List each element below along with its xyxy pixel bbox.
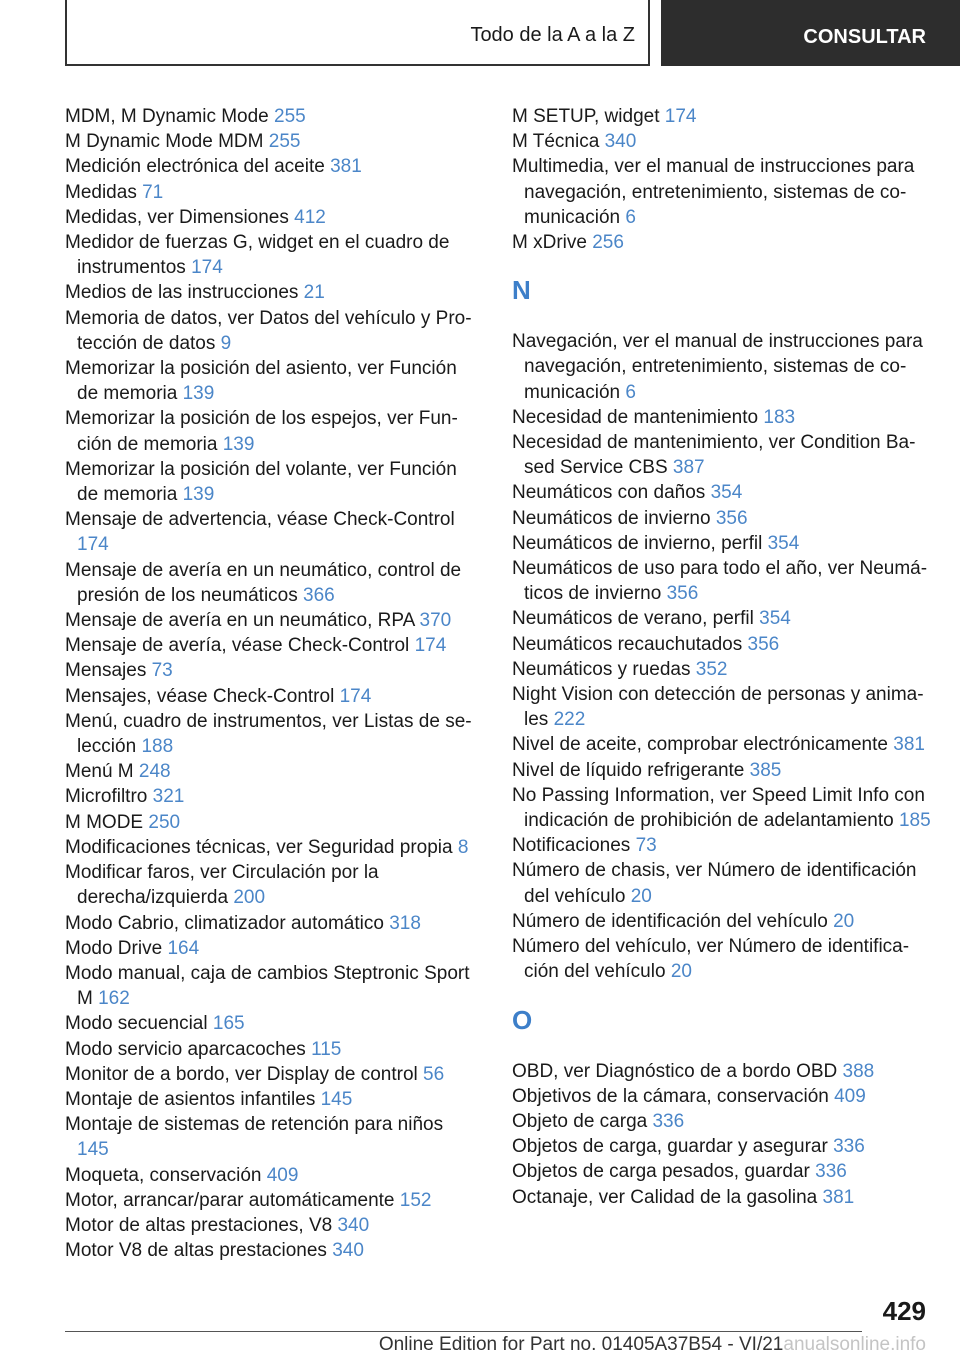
- index-entry-text: Necesidad de mantenimiento: [512, 406, 759, 428]
- index-entry-text: Medidas: [65, 181, 137, 203]
- index-entry-text: Octanaje, ver Calidad de la gasolina: [512, 1186, 818, 1208]
- index-entry: [512, 329, 932, 405]
- index-entry: [65, 633, 475, 658]
- index-entry: [512, 154, 932, 230]
- letter-heading-o: O: [512, 1004, 533, 1035]
- index-entry: [512, 480, 932, 505]
- letter-heading-n: N: [512, 275, 531, 306]
- index-entry-text: Mensajes: [65, 660, 147, 682]
- index-entry: [512, 682, 932, 732]
- index-entry: [512, 1159, 932, 1184]
- index-entry: [65, 936, 475, 961]
- page-reference-link[interactable]: 340: [604, 131, 637, 153]
- page-reference-link[interactable]: 139: [182, 484, 215, 506]
- index-entry: [65, 1188, 475, 1213]
- index-entry: [512, 1084, 932, 1109]
- index-entry-text: Neumáticos con daños: [512, 482, 706, 504]
- page-reference-link[interactable]: 174: [191, 257, 223, 279]
- index-entry: [512, 1109, 932, 1134]
- index-entry: [65, 230, 475, 280]
- index-entry: [65, 406, 475, 456]
- footer-divider: [65, 1331, 862, 1332]
- index-entry: [65, 1238, 475, 1263]
- index-entry: [65, 810, 475, 835]
- index-entry-text: Modo manual, caja de cambios Steptronic Sport M: [65, 962, 470, 1010]
- page-reference-link[interactable]: 366: [303, 584, 335, 606]
- index-entry: [512, 732, 932, 757]
- index-entry-text: Medidor de fuerzas G, widget en el cuadro de instrumentos: [65, 232, 450, 279]
- page-reference-link[interactable]: 387: [672, 457, 705, 479]
- index-entry: [65, 180, 475, 205]
- index-entry-text: Microfiltro: [65, 786, 148, 808]
- page-reference-link[interactable]: 255: [274, 106, 306, 127]
- page-reference-link[interactable]: 412: [294, 206, 326, 228]
- index-entry-text: Navegación, ver el manual de instrucciones para navegación, entretenimiento, sistemas de comunicación: [512, 331, 923, 403]
- index-entry-text: Montaje de asientos infantiles: [65, 1088, 316, 1110]
- index-entry-text: M Técnica: [512, 131, 600, 153]
- index-entry: [512, 129, 932, 154]
- index-entry: [65, 835, 475, 860]
- page-reference-link[interactable]: 354: [767, 532, 800, 554]
- index-entry: [65, 658, 475, 683]
- index-entry: [512, 104, 932, 129]
- index-entry: [65, 684, 475, 709]
- index-entry-text: Memorizar la posición del asiento, ver Función de memoria: [65, 358, 457, 405]
- index-entry: [512, 1059, 932, 1084]
- index-entry-text: M SETUP, widget: [512, 106, 660, 127]
- index-entry-text: Memorizar la posición del volante, ver Función de memoria: [65, 458, 457, 506]
- index-entry: [65, 129, 475, 154]
- page-reference-link[interactable]: 162: [98, 988, 130, 1010]
- page-reference-link[interactable]: 256: [592, 232, 624, 254]
- consultar-tab-label: CONSULTAR: [803, 25, 926, 48]
- index-entry-text: Neumáticos recauchutados: [512, 633, 743, 655]
- page-reference-link[interactable]: 20: [670, 961, 692, 983]
- index-entry-text: Medidas, ver Dimensiones: [65, 206, 289, 228]
- index-entry-text: Objetos de carga pesados, guardar: [512, 1161, 810, 1183]
- index-entry: [512, 783, 932, 833]
- header-border-middle: [648, 0, 650, 66]
- o-entries-list: [512, 1059, 932, 1210]
- index-entry-text: Medición electrónica del aceite: [65, 156, 325, 178]
- index-entry-text: Montaje de sistemas de retención para niños: [65, 1114, 444, 1136]
- index-entry-text: Objeto de carga: [512, 1110, 648, 1132]
- index-entry-text: Necesidad de mantenimiento, ver Condition Based Service CBS: [512, 432, 916, 479]
- index-entry-text: Modo secuencial: [65, 1013, 208, 1035]
- index-entry-text: No Passing Information, ver Speed Limit Info con indicación de prohibición de adelantamiento: [512, 784, 925, 832]
- index-entry: [512, 758, 932, 783]
- m-entries-list: [512, 104, 932, 255]
- index-entry-text: Objetivos de la cámara, conservación: [512, 1085, 829, 1107]
- index-entry: [512, 1185, 932, 1210]
- page-reference-link[interactable]: 336: [815, 1161, 847, 1183]
- index-entry-text: M MODE: [65, 811, 144, 833]
- index-entry-text: Night Vision con detección de personas y animales: [512, 684, 924, 731]
- index-entry-text: Moqueta, conservación: [65, 1164, 262, 1186]
- page-reference-link[interactable]: 409: [266, 1164, 299, 1186]
- index-entry: [65, 1112, 475, 1162]
- page-reference-link[interactable]: 409: [834, 1085, 866, 1107]
- page-reference-link[interactable]: 73: [151, 660, 173, 682]
- header-border-bottom: [65, 64, 650, 66]
- footer-edition: [0, 1334, 926, 1356]
- index-entry-text: Memorizar la posición de los espejos, ver Función de memoria: [65, 408, 458, 455]
- index-entry: [512, 405, 932, 430]
- index-entry: [512, 909, 932, 934]
- index-entry: [512, 858, 932, 908]
- index-entry: [65, 1062, 475, 1087]
- index-entry-text: Neumáticos de uso para todo el año, ver Neumáticos de invierno: [512, 558, 928, 605]
- page-reference-link[interactable]: 145: [77, 1139, 109, 1161]
- index-entry-text: Motor V8 de altas prestaciones: [65, 1240, 327, 1262]
- index-entry: [65, 961, 475, 1011]
- index-entry: [65, 860, 475, 910]
- index-entry-text: Modo Drive: [65, 937, 163, 959]
- page-reference-link[interactable]: 318: [389, 912, 421, 934]
- page-reference-link[interactable]: 250: [148, 811, 181, 833]
- index-entry-text: Nivel de líquido refrigerante: [512, 759, 745, 781]
- page-reference-link[interactable]: 9: [220, 332, 232, 354]
- index-entry-text: Neumáticos de verano, perfil: [512, 608, 754, 630]
- page-reference-link[interactable]: 336: [833, 1136, 865, 1158]
- index-entry-text: Notificaciones: [512, 835, 631, 857]
- index-entry-text: Menú M: [65, 761, 134, 783]
- index-entry-text: Número de chasis, ver Número de identificación del vehículo: [512, 860, 917, 907]
- index-entry-text: Memoria de datos, ver Datos del vehículo y Protección de datos: [65, 307, 472, 354]
- index-entry: [65, 104, 475, 129]
- index-entry: [512, 556, 932, 606]
- page-reference-link[interactable]: 354: [759, 608, 791, 630]
- index-entry: [512, 531, 932, 556]
- page-reference-link[interactable]: 183: [763, 406, 796, 428]
- index-entry: [512, 606, 932, 631]
- index-entry: [512, 632, 932, 657]
- index-entry: [65, 1037, 475, 1062]
- page-reference-link[interactable]: 56: [423, 1063, 445, 1085]
- page-reference-link[interactable]: 20: [630, 885, 652, 907]
- index-entry: [65, 1163, 475, 1188]
- page-reference-link[interactable]: 185: [898, 810, 931, 832]
- index-entry-text: Medios de las instrucciones: [65, 282, 299, 304]
- page-reference-link[interactable]: 115: [311, 1038, 342, 1060]
- page-reference-link[interactable]: 336: [652, 1110, 685, 1132]
- index-entry-text: Número del vehículo, ver Número de identificación del vehículo: [512, 936, 910, 983]
- index-entry: [512, 506, 932, 531]
- index-entry: [512, 934, 932, 984]
- footer-edition-text: Online Edition for Part no. 01405A37B54 - VI/21: [378, 1334, 784, 1355]
- index-entry: [65, 911, 475, 936]
- page-reference-link[interactable]: 152: [399, 1189, 432, 1211]
- n-entries-list: [512, 329, 932, 984]
- page-reference-link[interactable]: 164: [167, 937, 200, 959]
- page-reference-link[interactable]: 356: [666, 583, 699, 605]
- page-reference-link[interactable]: 174: [664, 106, 697, 127]
- index-entry: [512, 230, 932, 255]
- page-reference-link[interactable]: 6: [625, 206, 636, 228]
- page-reference-link[interactable]: 200: [233, 887, 266, 909]
- page-reference-link[interactable]: 174: [414, 635, 447, 657]
- index-entry: [512, 430, 932, 480]
- index-entry: [65, 154, 475, 179]
- page-number: 429: [882, 1296, 926, 1326]
- index-entry-text: MDM, M Dynamic Mode: [65, 106, 269, 127]
- index-entry-text: Modificaciones técnicas, ver Seguridad propia: [65, 836, 453, 858]
- watermark: anualsonline.info: [783, 1334, 926, 1355]
- page-reference-link[interactable]: 20: [833, 910, 855, 932]
- page-reference-link[interactable]: 71: [142, 181, 164, 203]
- index-entry-text: Mensaje de avería en un neumático, RPA: [65, 610, 415, 632]
- page-reference-link[interactable]: 370: [419, 610, 452, 632]
- page-reference-link[interactable]: 8: [457, 836, 469, 858]
- index-entry-text: Menú, cuadro de instrumentos, ver Listas de selección: [65, 710, 472, 758]
- page-reference-link[interactable]: 381: [330, 156, 362, 178]
- index-entry: [65, 457, 475, 507]
- index-entry: [512, 1134, 932, 1159]
- index-entry-text: Motor de altas prestaciones, V8: [65, 1214, 333, 1236]
- index-entry: [512, 657, 932, 682]
- page-reference-link[interactable]: 188: [141, 736, 174, 758]
- page-reference-link[interactable]: 388: [842, 1060, 875, 1082]
- index-entry-text: M Dynamic Mode MDM: [65, 131, 264, 153]
- page-reference-link[interactable]: 73: [635, 835, 657, 857]
- page-reference-link[interactable]: 385: [749, 759, 782, 781]
- page-reference-link[interactable]: 381: [893, 734, 925, 756]
- index-entry-text: M xDrive: [512, 232, 587, 254]
- index-entry-text: Mensaje de advertencia, véase Check-Control: [65, 509, 455, 531]
- index-entry: [65, 709, 475, 759]
- index-entry-text: Monitor de a bordo, ver Display de control: [65, 1063, 418, 1085]
- index-column-left: [65, 104, 475, 1263]
- index-entry: [65, 608, 475, 633]
- page-reference-link[interactable]: 255: [268, 131, 301, 153]
- index-entry: [65, 558, 475, 608]
- index-entry-text: OBD, ver Diagnóstico de a bordo OBD: [512, 1060, 838, 1082]
- page-reference-link[interactable]: 21: [303, 282, 325, 304]
- index-entry: [65, 1087, 475, 1112]
- index-entry: [65, 356, 475, 406]
- index-entry: [65, 784, 475, 809]
- index-entry-text: Neumáticos y ruedas: [512, 658, 691, 680]
- index-entry-text: Mensajes, véase Check-Control: [65, 685, 335, 707]
- page-reference-link[interactable]: 340: [332, 1240, 364, 1262]
- index-entry: [65, 507, 475, 557]
- page-reference-link[interactable]: 354: [710, 482, 743, 504]
- page-reference-link[interactable]: 145: [320, 1088, 353, 1110]
- index-entry-text: Motor, arrancar/parar automáticamente: [65, 1189, 395, 1211]
- index-entry: [65, 1011, 475, 1036]
- page-reference-link[interactable]: 222: [553, 709, 586, 731]
- index-entry: [65, 205, 475, 230]
- index-entry: [512, 833, 932, 858]
- index-entry-text: Modificar faros, ver Circulación por la derecha/izquierda: [65, 862, 379, 909]
- index-entry: [65, 280, 475, 305]
- index-entry-text: Mensaje de avería en un neumático, control de presión de los neumáticos: [65, 559, 462, 606]
- page-reference-link[interactable]: 321: [152, 786, 185, 808]
- index-entry-text: Multimedia, ver el manual de instrucciones para navegación, entretenimiento, sistemas de comunicación: [512, 156, 915, 228]
- page-reference-link[interactable]: 248: [138, 761, 171, 783]
- index-entry-text: Número de identificación del vehículo: [512, 910, 828, 932]
- page-reference-link[interactable]: 139: [222, 433, 255, 455]
- index-entry-text: Neumáticos de invierno, perfil: [512, 532, 763, 554]
- page-reference-link[interactable]: 139: [182, 383, 215, 405]
- index-entry: [65, 759, 475, 784]
- page-reference-link[interactable]: 356: [715, 507, 748, 529]
- index-entry-text: Mensaje de avería, véase Check-Control: [65, 635, 410, 657]
- consultar-tab[interactable]: [661, 0, 960, 66]
- page-reference-link[interactable]: 381: [822, 1186, 855, 1208]
- page-reference-link[interactable]: 6: [625, 381, 636, 403]
- page-reference-link[interactable]: 174: [77, 534, 109, 556]
- page-reference-link[interactable]: 174: [339, 685, 372, 707]
- index-entry-text: Objetos de carga, guardar y asegurar: [512, 1136, 828, 1158]
- page-reference-link[interactable]: 356: [747, 633, 780, 655]
- index-entry: [65, 306, 475, 356]
- index-entry-text: Nivel de aceite, comprobar electrónicamente: [512, 734, 888, 756]
- index-entry-text: Modo servicio aparcacoches: [65, 1038, 306, 1060]
- index-entry-text: Modo Cabrio, climatizador automático: [65, 912, 384, 934]
- page-reference-link[interactable]: 340: [337, 1214, 370, 1236]
- index-column-right: [512, 104, 932, 1210]
- section-title: Todo de la A a la Z: [470, 24, 635, 46]
- page-reference-link[interactable]: 352: [695, 658, 728, 680]
- page-reference-link[interactable]: 165: [212, 1013, 245, 1035]
- index-entry: [65, 1213, 475, 1238]
- index-entry-text: Neumáticos de invierno: [512, 507, 711, 529]
